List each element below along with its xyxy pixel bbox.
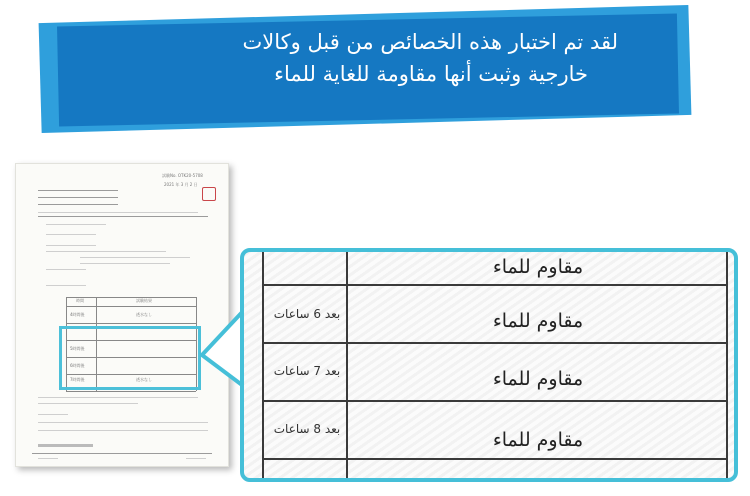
banner-line-1: لقد تم اختبار هذه الخصائص من قبل وكالات — [242, 30, 618, 54]
table-row-time: 6時間後 — [70, 363, 85, 368]
banner-line-2: خارجية وثبت أنها مقاومة للغاية للماء — [274, 62, 588, 86]
time-cell: بعد 7 ساعات — [273, 364, 341, 378]
result-cell: مقاوم للماء — [492, 310, 584, 332]
report-date: 2021 年 3 月 2 日 — [164, 182, 198, 187]
table-header-result: 試験結果 — [136, 298, 152, 303]
table-row-result: 透水なし — [136, 312, 152, 317]
test-report-document — [15, 163, 229, 467]
zoomed-table-panel — [240, 248, 738, 482]
highlight-box — [59, 326, 201, 390]
table-row-time: 7時間後 — [70, 377, 85, 382]
report-number: 試験No. OTK20-5708 — [162, 173, 203, 178]
banner-text — [58, 26, 618, 116]
banner — [0, 0, 750, 140]
table-row-result: 透水なし — [136, 377, 152, 382]
table-row-time: 4時間後 — [70, 312, 85, 317]
result-cell: مقاوم للماء — [492, 256, 584, 278]
table-header-time: 時間 — [76, 298, 84, 303]
result-cell: مقاوم للماء — [492, 368, 584, 390]
stamp-icon — [202, 187, 216, 201]
table-row-time: 5時間後 — [70, 346, 85, 351]
result-cell: مقاوم للماء — [492, 429, 584, 451]
time-cell: بعد 8 ساعات — [273, 422, 341, 436]
time-cell: بعد 6 ساعات — [273, 307, 341, 321]
